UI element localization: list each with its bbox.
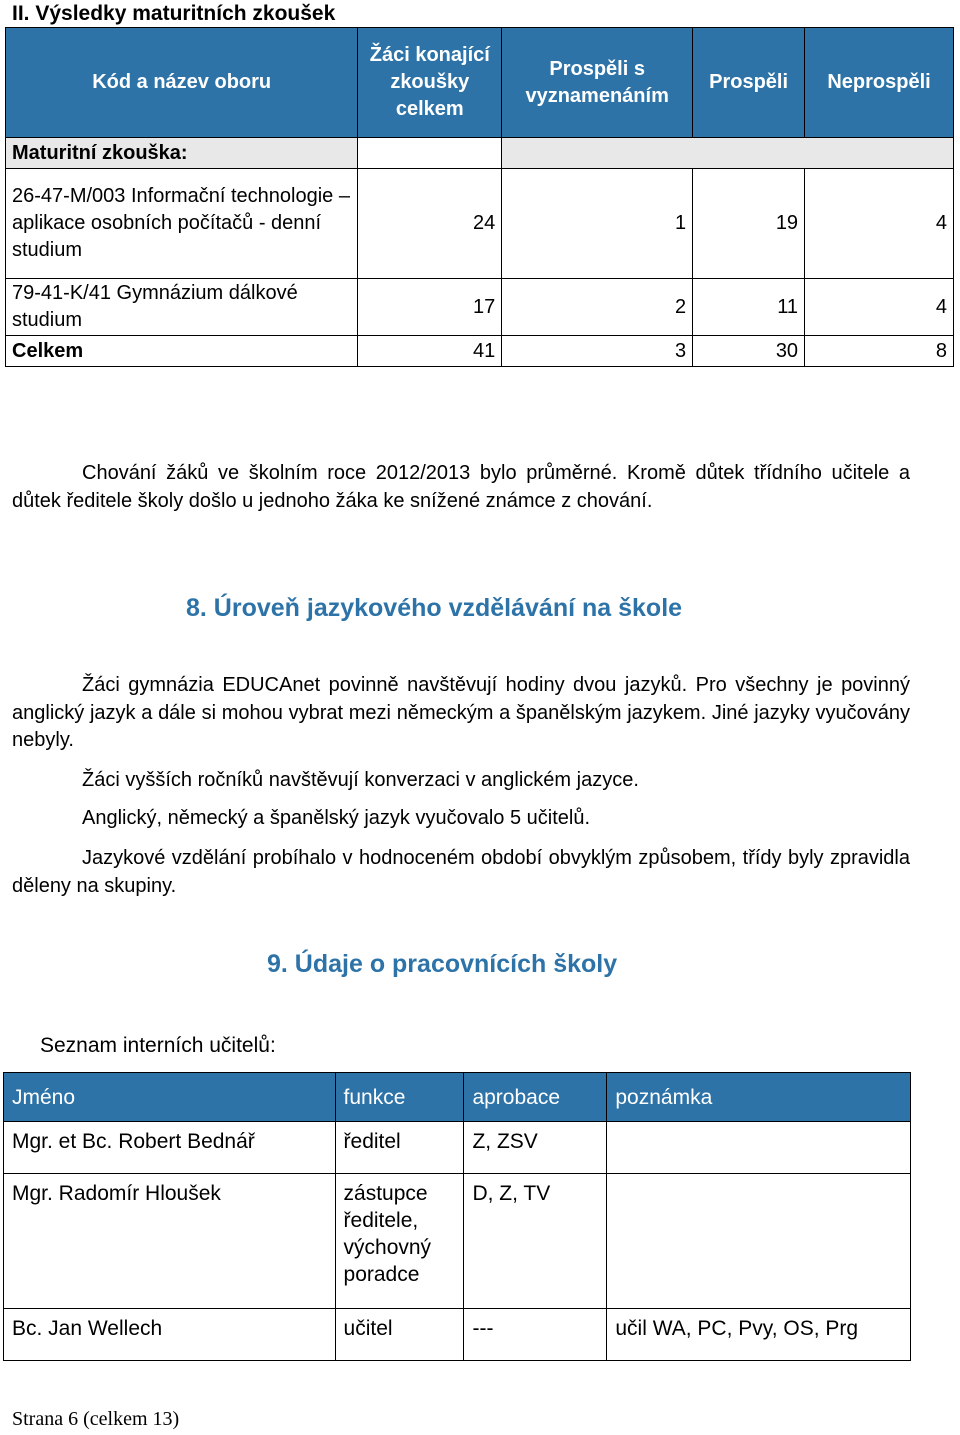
teacher-note <box>607 1122 911 1174</box>
exam-results-table <box>5 27 954 367</box>
page-footer: Strana 6 (celkem 13) <box>12 1408 180 1430</box>
behavior-paragraph: Chování žáků ve školním roce 2012/2013 bylo průměrné. Kromě důtek třídního učitele a důtek ředitele školy došlo u jednoho žáka ke snížené známce z chování. <box>12 462 910 512</box>
teacher-subjects: D, Z, TV <box>464 1174 607 1309</box>
header-passed: Prospěli <box>693 28 805 138</box>
exam-group-row <box>6 138 954 169</box>
exam-table-header <box>6 28 954 138</box>
language-paragraph: Anglický, německý a španělský jazyk vyučovalo 5 učitelů. <box>82 807 591 829</box>
language-paragraph: Žáci vyšších ročníků navštěvují konverzaci v anglickém jazyce. <box>82 769 639 791</box>
table-row <box>6 169 954 279</box>
language-paragraph: Jazykové vzdělání probíhalo v hodnoceném období obvyklým způsobem, třídy byly zpravidla děleny na skupiny. <box>12 847 910 897</box>
header-honors: Prospěli s vyznamenáním <box>502 28 693 138</box>
table-row <box>4 1174 911 1309</box>
total-label: Celkem <box>6 336 358 367</box>
teacher-name: Bc. Jan Wellech <box>4 1309 336 1361</box>
teachers-table <box>3 1072 911 1361</box>
row-name: 79-41-K/41 Gymnázium dálkové studium <box>6 279 358 336</box>
teacher-subjects: --- <box>464 1309 607 1361</box>
row-passed: 19 <box>693 169 805 279</box>
header-field: Kód a název oboru <box>6 28 358 138</box>
section-title: II. Výsledky maturitních zkoušek <box>12 2 336 25</box>
row-passed: 11 <box>693 279 805 336</box>
row-failed: 4 <box>805 169 954 279</box>
table-row <box>4 1309 911 1361</box>
row-total: 17 <box>358 279 502 336</box>
group-cell-empty <box>358 138 502 169</box>
total-passed: 30 <box>693 336 805 367</box>
teachers-list-label: Seznam interních učitelů: <box>40 1034 276 1057</box>
header-total: Žáci konající zkoušky celkem <box>358 28 502 138</box>
header-role: funkce <box>335 1073 464 1122</box>
row-honors: 2 <box>502 279 693 336</box>
header-name: Jméno <box>4 1073 336 1122</box>
teacher-name: Mgr. et Bc. Robert Bednář <box>4 1122 336 1174</box>
heading-language-education: 8. Úroveň jazykového vzdělávání na škole <box>186 594 683 622</box>
teacher-note: učil WA, PC, Pvy, OS, Prg <box>607 1309 911 1361</box>
heading-staff: 9. Údaje o pracovnících školy <box>267 950 618 978</box>
table-row <box>6 279 954 336</box>
teacher-name: Mgr. Radomír Hloušek <box>4 1174 336 1309</box>
group-label: Maturitní zkouška: <box>6 138 358 169</box>
header-note: poznámka <box>607 1073 911 1122</box>
total-honors: 3 <box>502 336 693 367</box>
teacher-role: ředitel <box>335 1122 464 1174</box>
row-failed: 4 <box>805 279 954 336</box>
header-failed: Neprospěli <box>805 28 954 138</box>
row-honors: 1 <box>502 169 693 279</box>
teacher-subjects: Z, ZSV <box>464 1122 607 1174</box>
language-paragraph: Žáci gymnázia EDUCAnet povinně navštěvují hodiny dvou jazyků. Pro všechny je povinný anglický jazyk a dále si mohou vybrat mezi německým a španělským jazykem. Jiné jazyky vyučovány nebyly. <box>12 674 910 751</box>
group-cell-grey <box>502 138 954 169</box>
total-total: 41 <box>358 336 502 367</box>
row-name: 26-47-M/003 Informační technologie – aplikace osobních počítačů - denní studium <box>6 169 358 279</box>
teacher-role: zástupce ředitele, výchovný poradce <box>335 1174 464 1309</box>
header-subjects: aprobace <box>464 1073 607 1122</box>
table-row <box>4 1122 911 1174</box>
row-total: 24 <box>358 169 502 279</box>
teacher-role: učitel <box>335 1309 464 1361</box>
teacher-note <box>607 1174 911 1309</box>
teachers-table-header <box>4 1073 911 1122</box>
total-row <box>6 336 954 367</box>
total-failed: 8 <box>805 336 954 367</box>
